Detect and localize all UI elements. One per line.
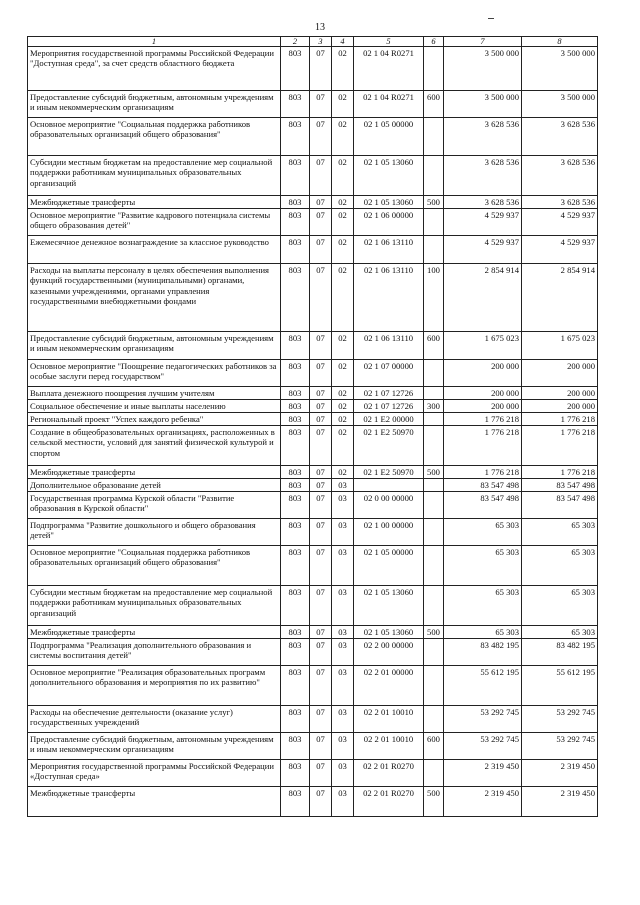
- cell-grbs: 803: [281, 264, 310, 332]
- table-row: [28, 156, 598, 196]
- cell-target-article: 02 1 05 13060: [354, 586, 424, 626]
- cell-grbs: 803: [281, 586, 310, 626]
- cell-subsection: 02: [332, 196, 354, 209]
- cell-section: 07: [310, 360, 332, 387]
- cell-sum-year-2: 65 303: [522, 546, 598, 586]
- cell-name: Основное мероприятие "Социальная поддержка работников образовательных организаций общего образования": [28, 546, 281, 586]
- cell-subsection: 03: [332, 666, 354, 706]
- cell-target-article: 02 1 E2 50970: [354, 426, 424, 466]
- cell-grbs: 803: [281, 332, 310, 360]
- cell-name: Дополнительное образование детей: [28, 479, 281, 492]
- cell-expense-type: [424, 413, 444, 426]
- cell-sum-year-2: 83 547 498: [522, 492, 598, 519]
- cell-expense-type: 600: [424, 91, 444, 118]
- cell-expense-type: [424, 639, 444, 666]
- cell-sum-year-2: 4 529 937: [522, 236, 598, 264]
- cell-expense-type: [424, 666, 444, 706]
- cell-sum-year-2: 200 000: [522, 400, 598, 413]
- cell-target-article: 02 2 01 00000: [354, 666, 424, 706]
- cell-sum-year-1: 3 628 536: [444, 156, 522, 196]
- cell-name: Государственная программа Курской области "Развитие образования в Курской области": [28, 492, 281, 519]
- cell-section: 07: [310, 706, 332, 733]
- table-row: [28, 787, 598, 817]
- cell-expense-type: [424, 47, 444, 91]
- cell-target-article: 02 0 00 00000: [354, 492, 424, 519]
- cell-target-article: 02 1 06 13110: [354, 264, 424, 332]
- cell-section: 07: [310, 47, 332, 91]
- cell-section: 07: [310, 479, 332, 492]
- cell-grbs: 803: [281, 733, 310, 760]
- table-row: [28, 413, 598, 426]
- cell-target-article: 02 1 05 13060: [354, 626, 424, 639]
- cell-target-article: 02 2 01 10010: [354, 733, 424, 760]
- table-row: [28, 760, 598, 787]
- cell-name: Ежемесячное денежное вознаграждение за классное руководство: [28, 236, 281, 264]
- header-col-target-article: 5: [354, 37, 424, 47]
- scan-mark: [488, 18, 494, 19]
- cell-target-article: 02 1 05 13060: [354, 196, 424, 209]
- cell-sum-year-1: 65 303: [444, 519, 522, 546]
- cell-section: 07: [310, 760, 332, 787]
- cell-name: Подпрограмма "Реализация дополнительного образования и системы воспитания детей": [28, 639, 281, 666]
- table-row: [28, 492, 598, 519]
- cell-sum-year-2: 3 628 536: [522, 156, 598, 196]
- cell-target-article: 02 1 E2 00000: [354, 413, 424, 426]
- cell-expense-type: 600: [424, 733, 444, 760]
- table-row: [28, 466, 598, 479]
- cell-name: Социальное обеспечение и иные выплаты населению: [28, 400, 281, 413]
- cell-expense-type: [424, 236, 444, 264]
- cell-target-article: 02 1 00 00000: [354, 519, 424, 546]
- table-row: [28, 639, 598, 666]
- cell-sum-year-2: 83 482 195: [522, 639, 598, 666]
- cell-sum-year-2: 2 854 914: [522, 264, 598, 332]
- cell-sum-year-1: 1 776 218: [444, 413, 522, 426]
- cell-subsection: 02: [332, 156, 354, 196]
- cell-section: 07: [310, 264, 332, 332]
- cell-sum-year-2: 83 547 498: [522, 479, 598, 492]
- cell-sum-year-1: 65 303: [444, 626, 522, 639]
- cell-subsection: 03: [332, 787, 354, 817]
- cell-name: Мероприятия государственной программы Российской Федерации "Доступная среда", за счет средств областного бюджета: [28, 47, 281, 91]
- cell-target-article: 02 1 07 12726: [354, 400, 424, 413]
- cell-sum-year-2: 53 292 745: [522, 733, 598, 760]
- cell-target-article: 02 1 04 R0271: [354, 47, 424, 91]
- cell-target-article: 02 1 05 00000: [354, 118, 424, 156]
- table-row: [28, 426, 598, 466]
- cell-sum-year-2: 65 303: [522, 519, 598, 546]
- cell-section: 07: [310, 118, 332, 156]
- cell-sum-year-1: 4 529 937: [444, 209, 522, 236]
- cell-name: Основное мероприятие "Поощрение педагогических работников за особые заслуги перед государством": [28, 360, 281, 387]
- cell-sum-year-1: 200 000: [444, 360, 522, 387]
- cell-sum-year-1: 53 292 745: [444, 706, 522, 733]
- cell-name: Расходы на выплаты персоналу в целях обеспечения выполнения функций государственными (муниципальными) органами, казенными учреждениями, органами управления государственными внебюджетными фондами: [28, 264, 281, 332]
- table-row: [28, 546, 598, 586]
- cell-sum-year-2: 3 628 536: [522, 196, 598, 209]
- cell-target-article: 02 1 07 00000: [354, 360, 424, 387]
- table-header-row: [28, 37, 598, 47]
- cell-section: 07: [310, 387, 332, 400]
- cell-sum-year-1: 65 303: [444, 546, 522, 586]
- cell-sum-year-2: 200 000: [522, 387, 598, 400]
- cell-section: 07: [310, 787, 332, 817]
- cell-expense-type: 100: [424, 264, 444, 332]
- cell-name: Предоставление субсидий бюджетным, автономным учреждениям и иным некоммерческим организациям: [28, 91, 281, 118]
- cell-sum-year-1: 2 319 450: [444, 760, 522, 787]
- cell-expense-type: [424, 492, 444, 519]
- cell-sum-year-1: 200 000: [444, 387, 522, 400]
- cell-subsection: 02: [332, 332, 354, 360]
- cell-sum-year-1: 2 319 450: [444, 787, 522, 817]
- cell-subsection: 02: [332, 400, 354, 413]
- cell-expense-type: [424, 586, 444, 626]
- cell-sum-year-2: 3 500 000: [522, 47, 598, 91]
- table-row: [28, 387, 598, 400]
- cell-sum-year-1: 1 675 023: [444, 332, 522, 360]
- cell-expense-type: [424, 546, 444, 586]
- cell-section: 07: [310, 492, 332, 519]
- table-row: [28, 360, 598, 387]
- cell-sum-year-1: 3 628 536: [444, 118, 522, 156]
- cell-sum-year-2: 53 292 745: [522, 706, 598, 733]
- table-row: [28, 733, 598, 760]
- cell-section: 07: [310, 91, 332, 118]
- cell-target-article: 02 2 01 10010: [354, 706, 424, 733]
- cell-grbs: 803: [281, 479, 310, 492]
- cell-grbs: 803: [281, 236, 310, 264]
- cell-expense-type: 500: [424, 787, 444, 817]
- cell-name: Подпрограмма "Развитие дошкольного и общего образования детей": [28, 519, 281, 546]
- budget-table: [27, 36, 598, 817]
- table-row: [28, 118, 598, 156]
- cell-sum-year-1: 53 292 745: [444, 733, 522, 760]
- cell-name: Выплата денежного поощрения лучшим учителям: [28, 387, 281, 400]
- cell-name: Мероприятия государственной программы Российской Федерации «Доступная среда»: [28, 760, 281, 787]
- cell-sum-year-2: 1 675 023: [522, 332, 598, 360]
- cell-grbs: 803: [281, 760, 310, 787]
- cell-section: 07: [310, 466, 332, 479]
- header-col-expense-type: 6: [424, 37, 444, 47]
- cell-name: Межбюджетные трансферты: [28, 466, 281, 479]
- cell-subsection: 02: [332, 236, 354, 264]
- cell-sum-year-1: 3 628 536: [444, 196, 522, 209]
- cell-subsection: 02: [332, 47, 354, 91]
- cell-grbs: 803: [281, 400, 310, 413]
- cell-grbs: 803: [281, 546, 310, 586]
- cell-sum-year-1: 200 000: [444, 400, 522, 413]
- table-row: [28, 196, 598, 209]
- cell-target-article: 02 1 05 13060: [354, 156, 424, 196]
- cell-name: Субсидии местным бюджетам на предоставление мер социальной поддержки работникам муниципальных образовательных организаций: [28, 156, 281, 196]
- cell-expense-type: 500: [424, 466, 444, 479]
- header-col-name: 1: [28, 37, 281, 47]
- cell-sum-year-2: 65 303: [522, 586, 598, 626]
- cell-name: Создание в общеобразовательных организациях, расположенных в сельской местности, условий для занятий физической культурой и спортом: [28, 426, 281, 466]
- header-col-grbs: 2: [281, 37, 310, 47]
- cell-name: Основное мероприятие "Реализация образовательных программ дополнительного образования и мероприятия по их развитию": [28, 666, 281, 706]
- cell-grbs: 803: [281, 466, 310, 479]
- table-row: [28, 586, 598, 626]
- cell-grbs: 803: [281, 626, 310, 639]
- cell-sum-year-2: 4 529 937: [522, 209, 598, 236]
- cell-grbs: 803: [281, 492, 310, 519]
- cell-target-article: [354, 479, 424, 492]
- table-row: [28, 626, 598, 639]
- cell-subsection: 02: [332, 91, 354, 118]
- cell-sum-year-1: 83 547 498: [444, 479, 522, 492]
- cell-name: Межбюджетные трансферты: [28, 787, 281, 817]
- cell-subsection: 02: [332, 387, 354, 400]
- cell-grbs: 803: [281, 666, 310, 706]
- table-row: [28, 91, 598, 118]
- cell-grbs: 803: [281, 47, 310, 91]
- cell-subsection: 02: [332, 413, 354, 426]
- cell-sum-year-2: 1 776 218: [522, 426, 598, 466]
- cell-expense-type: [424, 760, 444, 787]
- cell-name: Межбюджетные трансферты: [28, 626, 281, 639]
- cell-sum-year-2: 3 628 536: [522, 118, 598, 156]
- cell-name: Основное мероприятие "Социальная поддержка работников образовательных организаций общего образования": [28, 118, 281, 156]
- cell-expense-type: [424, 118, 444, 156]
- cell-expense-type: 500: [424, 196, 444, 209]
- cell-section: 07: [310, 639, 332, 666]
- cell-grbs: 803: [281, 706, 310, 733]
- cell-subsection: 02: [332, 264, 354, 332]
- cell-subsection: 03: [332, 479, 354, 492]
- page-number: 13: [315, 22, 325, 33]
- table-row: [28, 706, 598, 733]
- cell-subsection: 03: [332, 626, 354, 639]
- cell-expense-type: [424, 519, 444, 546]
- cell-expense-type: [424, 156, 444, 196]
- cell-subsection: 03: [332, 760, 354, 787]
- cell-name: Субсидии местным бюджетам на предоставление мер социальной поддержки работникам муниципальных образовательных организаций: [28, 586, 281, 626]
- cell-subsection: 02: [332, 118, 354, 156]
- cell-grbs: 803: [281, 118, 310, 156]
- table-row: [28, 400, 598, 413]
- cell-sum-year-1: 2 854 914: [444, 264, 522, 332]
- cell-name: Региональный проект "Успех каждого ребенка": [28, 413, 281, 426]
- cell-sum-year-1: 65 303: [444, 586, 522, 626]
- cell-expense-type: [424, 706, 444, 733]
- cell-section: 07: [310, 196, 332, 209]
- cell-name: Межбюджетные трансферты: [28, 196, 281, 209]
- header-col-section: 3: [310, 37, 332, 47]
- cell-section: 07: [310, 586, 332, 626]
- table-row: [28, 264, 598, 332]
- table-row: [28, 47, 598, 91]
- cell-target-article: 02 1 07 12726: [354, 387, 424, 400]
- table-row: [28, 209, 598, 236]
- cell-sum-year-1: 83 482 195: [444, 639, 522, 666]
- cell-target-article: 02 2 00 00000: [354, 639, 424, 666]
- cell-sum-year-2: 200 000: [522, 360, 598, 387]
- cell-grbs: 803: [281, 426, 310, 466]
- header-col-subsection: 4: [332, 37, 354, 47]
- cell-grbs: 803: [281, 209, 310, 236]
- cell-section: 07: [310, 413, 332, 426]
- cell-section: 07: [310, 733, 332, 760]
- cell-expense-type: 500: [424, 626, 444, 639]
- cell-target-article: 02 2 01 R0270: [354, 787, 424, 817]
- cell-sum-year-1: 1 776 218: [444, 426, 522, 466]
- cell-section: 07: [310, 546, 332, 586]
- cell-grbs: 803: [281, 196, 310, 209]
- cell-target-article: 02 1 06 13110: [354, 332, 424, 360]
- header-col-sum-year-1: 7: [444, 37, 522, 47]
- cell-section: 07: [310, 156, 332, 196]
- cell-section: 07: [310, 332, 332, 360]
- cell-name: Расходы на обеспечение деятельности (оказание услуг) государственных учреждений: [28, 706, 281, 733]
- cell-grbs: 803: [281, 360, 310, 387]
- cell-sum-year-1: 1 776 218: [444, 466, 522, 479]
- cell-expense-type: [424, 479, 444, 492]
- cell-sum-year-2: 2 319 450: [522, 760, 598, 787]
- cell-sum-year-1: 55 612 195: [444, 666, 522, 706]
- cell-section: 07: [310, 626, 332, 639]
- cell-target-article: 02 2 01 R0270: [354, 760, 424, 787]
- cell-sum-year-1: 83 547 498: [444, 492, 522, 519]
- cell-grbs: 803: [281, 639, 310, 666]
- cell-subsection: 02: [332, 209, 354, 236]
- table-row: [28, 332, 598, 360]
- cell-grbs: 803: [281, 413, 310, 426]
- cell-subsection: 03: [332, 639, 354, 666]
- cell-target-article: 02 1 04 R0271: [354, 91, 424, 118]
- cell-sum-year-1: 4 529 937: [444, 236, 522, 264]
- cell-name: Основное мероприятие "Развитие кадрового потенциала системы общего образования детей": [28, 209, 281, 236]
- cell-subsection: 03: [332, 706, 354, 733]
- cell-sum-year-1: 3 500 000: [444, 47, 522, 91]
- table-row: [28, 519, 598, 546]
- cell-sum-year-1: 3 500 000: [444, 91, 522, 118]
- cell-target-article: 02 1 06 00000: [354, 209, 424, 236]
- cell-section: 07: [310, 666, 332, 706]
- cell-expense-type: [424, 209, 444, 236]
- header-col-sum-year-2: 8: [522, 37, 598, 47]
- cell-section: 07: [310, 400, 332, 413]
- cell-sum-year-2: 55 612 195: [522, 666, 598, 706]
- cell-name: Предоставление субсидий бюджетным, автономным учреждениям и иным некоммерческим организациям: [28, 733, 281, 760]
- cell-section: 07: [310, 426, 332, 466]
- cell-grbs: 803: [281, 91, 310, 118]
- cell-section: 07: [310, 209, 332, 236]
- cell-subsection: 03: [332, 733, 354, 760]
- cell-subsection: 02: [332, 466, 354, 479]
- cell-grbs: 803: [281, 387, 310, 400]
- cell-target-article: 02 1 E2 50970: [354, 466, 424, 479]
- cell-subsection: 03: [332, 586, 354, 626]
- cell-subsection: 02: [332, 360, 354, 387]
- cell-target-article: 02 1 05 00000: [354, 546, 424, 586]
- cell-subsection: 03: [332, 546, 354, 586]
- cell-sum-year-2: 65 303: [522, 626, 598, 639]
- cell-subsection: 02: [332, 426, 354, 466]
- cell-sum-year-2: 3 500 000: [522, 91, 598, 118]
- cell-expense-type: [424, 360, 444, 387]
- cell-name: Предоставление субсидий бюджетным, автономным учреждениям и иным некоммерческим организациям: [28, 332, 281, 360]
- cell-sum-year-2: 2 319 450: [522, 787, 598, 817]
- cell-grbs: 803: [281, 519, 310, 546]
- cell-subsection: 03: [332, 492, 354, 519]
- table-row: [28, 666, 598, 706]
- cell-grbs: 803: [281, 156, 310, 196]
- cell-expense-type: 300: [424, 400, 444, 413]
- cell-sum-year-2: 1 776 218: [522, 466, 598, 479]
- table-row: [28, 236, 598, 264]
- cell-expense-type: [424, 426, 444, 466]
- cell-subsection: 03: [332, 519, 354, 546]
- cell-section: 07: [310, 519, 332, 546]
- cell-expense-type: [424, 387, 444, 400]
- cell-expense-type: 600: [424, 332, 444, 360]
- cell-sum-year-2: 1 776 218: [522, 413, 598, 426]
- cell-grbs: 803: [281, 787, 310, 817]
- table-row: [28, 479, 598, 492]
- cell-section: 07: [310, 236, 332, 264]
- cell-target-article: 02 1 06 13110: [354, 236, 424, 264]
